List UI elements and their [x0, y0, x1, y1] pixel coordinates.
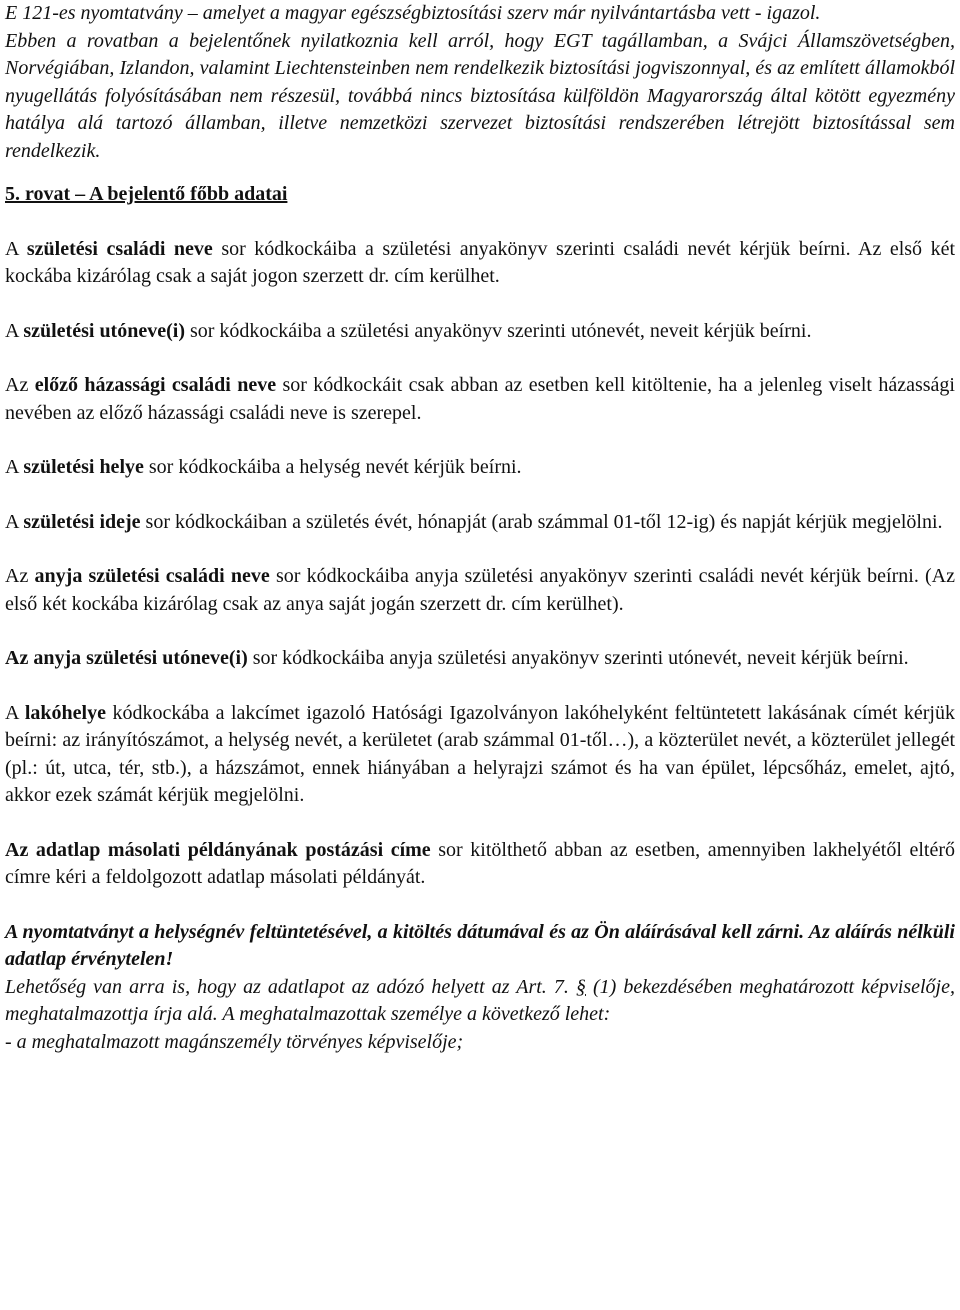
text-post: kódkockába a lakcímet igazoló Hatósági Igazolványon lakóhelyként feltüntetett lakásának címét kérjük beírni: az irányítószámot, a helység nevét, a kerületet (arab számmal 01-től…), a közterület nevét, a közterület jellegét (pl.: út, utca, tér, stb.), a házszámot, ennek hiányában a helyrajzi számot és ha van épület, lépcsőház, emelet, ajtó, akkor ezek számát kérjük megjelölni.: [5, 701, 955, 806]
text-pre: A: [5, 237, 27, 260]
text-bold: születési helye: [23, 456, 144, 478]
spacer: [5, 536, 955, 563]
text-pre: A: [5, 456, 24, 478]
text-pre: Az: [5, 565, 35, 587]
text-pre: Az: [5, 374, 35, 396]
text-pre: A: [5, 319, 24, 342]
intro-paragraph-declaration: Ebben a rovatban a bejelentőnek nyilatkoznia kell arról, hogy EGT tagállamban, a Svájci Államszövetségben, Norvégiában, Izlandon, valamint Liechtensteinben nem rendelkezik biztosítási jogviszonnyal, és az említett államokból nyugellátás folyósításában nem részesül, továbbá nincs biztosítása külföldön Magyarország által kötött egyezmény hatálya alá tartozó államban, illetve nemzetközi szervezet biztosítási rendszerében létrejött biztosítással sem rendelkezik.: [5, 29, 955, 162]
paragraph-mother-given-names: [5, 645, 955, 673]
text-bold: lakóhelye: [24, 701, 106, 724]
spacer: [5, 618, 955, 645]
spacer: [5, 673, 955, 700]
paragraph-previous-married-name: [5, 372, 955, 427]
paragraph-mother-family-name: [5, 563, 955, 618]
text-post: sor kitölthető abban az esetben, amennyiben lakhelyétől eltérő címre kéri a feldolgozott adatlap másolati példányát.: [5, 838, 955, 888]
text-post: sor kódkockáiba anyja születési anyakönyv szerinti családi nevét kérjük beírni. (Az első két kockába kizárólag csak az anya saját jogán szerzett dr. cím kerülhet).: [5, 565, 956, 615]
text-bold: előző házassági családi neve: [34, 374, 277, 396]
paragraph-residence: [5, 700, 955, 810]
text-bold: születési ideje: [23, 510, 141, 533]
paragraph-signature-requirement: A nyomtatványt a helységnév feltüntetésével, a kitöltés dátumával és az Ön aláírásával kell zárni. Az aláírás nélküli adatlap érvénytelen!: [5, 920, 955, 970]
text-post: sor kódkockáiba anyja születési anyakönyv szerinti utónevét, neveit kérjük beírni.: [247, 647, 909, 669]
text-bold: anyja születési családi neve: [34, 565, 270, 587]
text-pre: A: [5, 701, 25, 724]
text-post: sor kódkockáiban a születés évét, hónapját (arab számmal 01-től 12-ig) és napját kérjük megjelölni.: [140, 510, 943, 533]
text-post: sor kódkockáit csak abban az esetben kell kitöltenie, ha a jelenleg viselt házassági nevében az előző házassági családi neve is szerepel.: [5, 374, 955, 424]
paragraph-birth-given-names: [5, 318, 955, 346]
spacer: [5, 810, 955, 837]
text-pre: Lehetőség van arra is, hogy az adatlapot az adózó helyett az Art. 7.: [5, 975, 576, 998]
spacer: [5, 209, 955, 236]
paragraph-postal-address: [5, 837, 955, 892]
text-post: sor kódkockáiba a születési anyakönyv szerinti családi nevét kérjük beírni. Az első két kockába kizárólag csak a saját jogon szerzett dr. cím kerülhet.: [5, 237, 956, 287]
text-bold: születési utóneve(i): [23, 319, 185, 342]
paragraph-birth-place: [5, 454, 955, 482]
paragraph-birth-family-name: [5, 236, 955, 291]
paragraph-birth-date: [5, 509, 955, 537]
text-bold: Az adatlap másolati példányának postázási címe: [5, 838, 431, 861]
spacer: [5, 291, 955, 318]
text-bold: születési családi neve: [26, 237, 213, 260]
text-bold: Az anyja születési utóneve(i): [5, 647, 248, 669]
paragraph-representative: [5, 974, 955, 1029]
text-post: sor kódkockáiba a születési anyakönyv szerinti utónevét, neveit kérjük beírni.: [184, 319, 812, 342]
spacer: [5, 482, 955, 509]
spacer: [5, 345, 955, 372]
text-post: (1) bekezdésében meghatározott képviselője, meghatalmazottja írja alá. A meghatalmazottak személye a következő lehet:: [5, 975, 955, 1025]
section-5-heading: 5. rovat – A bejelentő főbb adatai: [5, 183, 288, 205]
text-pre: A: [5, 510, 24, 533]
spacer: [5, 427, 955, 454]
text-post: sor kódkockáiba a helység nevét kérjük beírni.: [143, 456, 522, 478]
section-sign: §: [575, 975, 586, 998]
spacer: [5, 165, 955, 179]
intro-paragraph-e121: E 121-es nyomtatvány – amelyet a magyar egészségbiztosítási szerv már nyilvántartásba vett - igazol.: [5, 2, 821, 24]
spacer: [5, 892, 955, 919]
list-item: - a meghatalmazott magánszemély törvényes képviselője;: [5, 1030, 464, 1053]
